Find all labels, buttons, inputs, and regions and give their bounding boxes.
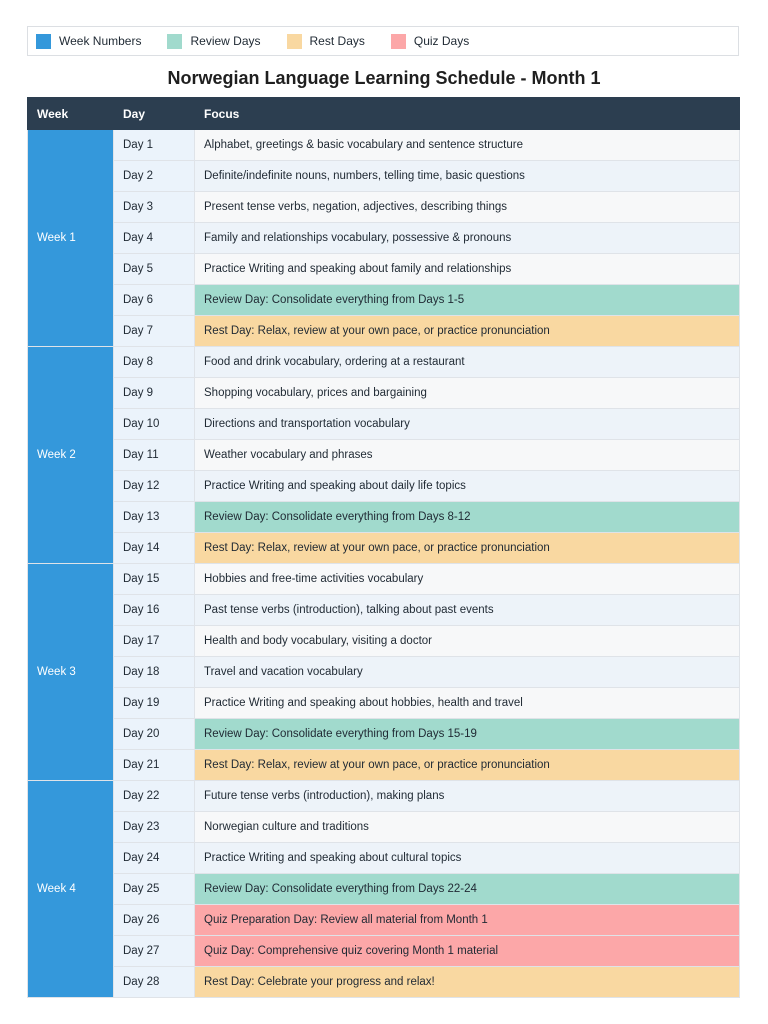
table-row xyxy=(28,905,740,936)
table-row xyxy=(28,378,740,409)
legend-swatch-week-numbers xyxy=(36,34,51,49)
legend-swatch-review-days xyxy=(167,34,182,49)
focus-cell: Present tense verbs, negation, adjectives, describing things xyxy=(195,192,740,223)
day-cell: Day 27 xyxy=(114,936,195,967)
day-cell: Day 24 xyxy=(114,843,195,874)
focus-cell: Review Day: Consolidate everything from Days 15-19 xyxy=(195,719,740,750)
day-cell: Day 16 xyxy=(114,595,195,626)
table-header-row xyxy=(28,98,740,130)
table-row xyxy=(28,192,740,223)
focus-cell: Practice Writing and speaking about family and relationships xyxy=(195,254,740,285)
day-cell: Day 17 xyxy=(114,626,195,657)
day-cell: Day 28 xyxy=(114,967,195,998)
table-row xyxy=(28,254,740,285)
table-row xyxy=(28,626,740,657)
table-row xyxy=(28,657,740,688)
day-cell: Day 19 xyxy=(114,688,195,719)
day-cell: Day 8 xyxy=(114,347,195,378)
focus-cell: Travel and vacation vocabulary xyxy=(195,657,740,688)
legend-item-rest-days xyxy=(287,34,365,49)
day-cell: Day 15 xyxy=(114,564,195,595)
focus-cell: Shopping vocabulary, prices and bargaining xyxy=(195,378,740,409)
focus-cell: Norwegian culture and traditions xyxy=(195,812,740,843)
day-cell: Day 20 xyxy=(114,719,195,750)
day-cell: Day 6 xyxy=(114,285,195,316)
table-row xyxy=(28,750,740,781)
table-row xyxy=(28,719,740,750)
day-cell: Day 4 xyxy=(114,223,195,254)
table-row xyxy=(28,130,740,161)
week-cell: Week 2 xyxy=(28,347,114,564)
schedule-body xyxy=(28,130,740,998)
focus-cell: Future tense verbs (introduction), making plans xyxy=(195,781,740,812)
table-row xyxy=(28,471,740,502)
table-row xyxy=(28,223,740,254)
legend-item-week-numbers xyxy=(36,34,141,49)
focus-cell: Review Day: Consolidate everything from Days 8-12 xyxy=(195,502,740,533)
table-row xyxy=(28,316,740,347)
table-row xyxy=(28,409,740,440)
day-cell: Day 11 xyxy=(114,440,195,471)
table-row xyxy=(28,440,740,471)
day-cell: Day 13 xyxy=(114,502,195,533)
day-cell: Day 21 xyxy=(114,750,195,781)
focus-cell: Alphabet, greetings & basic vocabulary and sentence structure xyxy=(195,130,740,161)
table-row xyxy=(28,533,740,564)
focus-cell: Quiz Day: Comprehensive quiz covering Month 1 material xyxy=(195,936,740,967)
table-row xyxy=(28,347,740,378)
focus-cell: Past tense verbs (introduction), talking about past events xyxy=(195,595,740,626)
focus-cell: Definite/indefinite nouns, numbers, telling time, basic questions xyxy=(195,161,740,192)
table-row xyxy=(28,843,740,874)
column-header-week: Week xyxy=(28,98,114,130)
legend-swatch-rest-days xyxy=(287,34,302,49)
legend-item-review-days xyxy=(167,34,260,49)
table-row xyxy=(28,595,740,626)
day-cell: Day 1 xyxy=(114,130,195,161)
table-row xyxy=(28,874,740,905)
focus-cell: Rest Day: Relax, review at your own pace, or practice pronunciation xyxy=(195,316,740,347)
table-row xyxy=(28,936,740,967)
day-cell: Day 25 xyxy=(114,874,195,905)
page-title: Norwegian Language Learning Schedule - Month 1 xyxy=(167,68,601,88)
focus-cell: Practice Writing and speaking about cultural topics xyxy=(195,843,740,874)
day-cell: Day 7 xyxy=(114,316,195,347)
week-cell: Week 3 xyxy=(28,564,114,781)
legend-swatch-quiz-days xyxy=(391,34,406,49)
table-row xyxy=(28,781,740,812)
focus-cell: Practice Writing and speaking about hobbies, health and travel xyxy=(195,688,740,719)
day-cell: Day 3 xyxy=(114,192,195,223)
column-header-day: Day xyxy=(114,98,195,130)
day-cell: Day 10 xyxy=(114,409,195,440)
focus-cell: Review Day: Consolidate everything from Days 22-24 xyxy=(195,874,740,905)
focus-cell: Rest Day: Celebrate your progress and relax! xyxy=(195,967,740,998)
focus-cell: Directions and transportation vocabulary xyxy=(195,409,740,440)
focus-cell: Food and drink vocabulary, ordering at a restaurant xyxy=(195,347,740,378)
day-cell: Day 9 xyxy=(114,378,195,409)
table-row xyxy=(28,688,740,719)
legend-label-quiz-days: Quiz Days xyxy=(413,34,470,48)
week-cell: Week 1 xyxy=(28,130,114,347)
focus-cell: Health and body vocabulary, visiting a doctor xyxy=(195,626,740,657)
column-header-focus: Focus xyxy=(195,98,740,130)
focus-cell: Weather vocabulary and phrases xyxy=(195,440,740,471)
focus-cell: Rest Day: Relax, review at your own pace, or practice pronunciation xyxy=(195,533,740,564)
legend-label-review-days: Review Days xyxy=(190,34,261,48)
legend xyxy=(27,26,739,56)
day-cell: Day 14 xyxy=(114,533,195,564)
legend-label-rest-days: Rest Days xyxy=(309,34,365,48)
day-cell: Day 12 xyxy=(114,471,195,502)
focus-cell: Review Day: Consolidate everything from Days 1-5 xyxy=(195,285,740,316)
day-cell: Day 23 xyxy=(114,812,195,843)
day-cell: Day 26 xyxy=(114,905,195,936)
legend-label-week-numbers: Week Numbers xyxy=(59,34,142,48)
table-row xyxy=(28,285,740,316)
day-cell: Day 2 xyxy=(114,161,195,192)
focus-cell: Family and relationships vocabulary, possessive & pronouns xyxy=(195,223,740,254)
day-cell: Day 18 xyxy=(114,657,195,688)
focus-cell: Quiz Preparation Day: Review all material from Month 1 xyxy=(195,905,740,936)
day-cell: Day 22 xyxy=(114,781,195,812)
week-cell: Week 4 xyxy=(28,781,114,998)
table-row xyxy=(28,564,740,595)
focus-cell: Rest Day: Relax, review at your own pace, or practice pronunciation xyxy=(195,750,740,781)
table-row xyxy=(28,161,740,192)
schedule-table xyxy=(27,97,740,998)
table-row xyxy=(28,502,740,533)
focus-cell: Hobbies and free-time activities vocabulary xyxy=(195,564,740,595)
day-cell: Day 5 xyxy=(114,254,195,285)
legend-item-quiz-days xyxy=(391,34,469,49)
focus-cell: Practice Writing and speaking about daily life topics xyxy=(195,471,740,502)
table-row xyxy=(28,967,740,998)
table-row xyxy=(28,812,740,843)
